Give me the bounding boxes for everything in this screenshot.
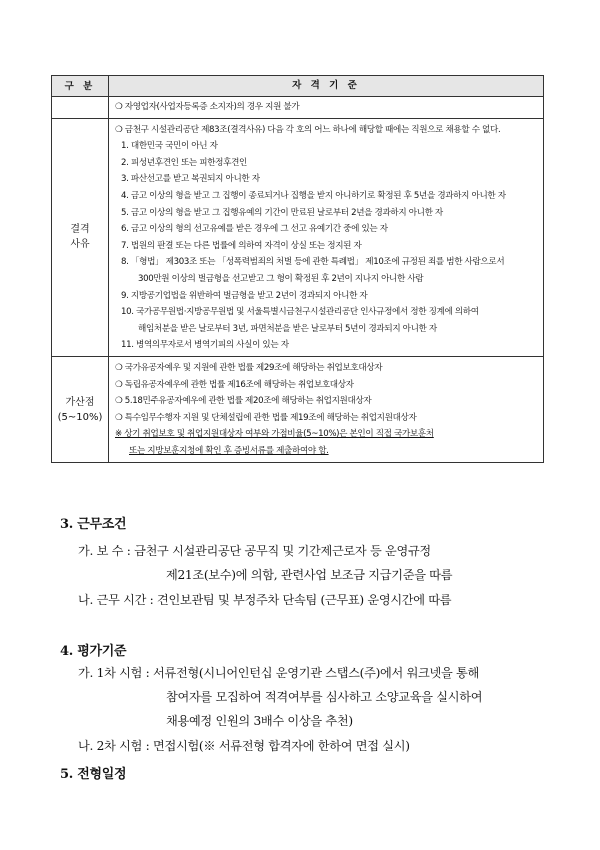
section4-heading: 4. 평가기준 <box>60 644 127 659</box>
qualification-table <box>51 75 544 463</box>
list-item: 7. 법원의 판결 또는 다른 법률에 의하여 자격이 상실 또는 정지된 자 <box>121 240 362 251</box>
bonus-cell <box>109 356 544 463</box>
list-item: 8. 「형법」 제303조 또는 「성폭력범죄의 처벌 등에 관한 특례법」 제10조에 규정된 죄를 범한 사람으로서 <box>121 257 505 268</box>
list-item: 1. 대한민국 국민이 아닌 자 <box>121 141 218 152</box>
section4-item-a: 가. 1차 시험 : 서류전형(시니어인턴십 운영기관 스탭스(주)에서 워크넷을 통해 <box>78 666 479 680</box>
disqualification-cell <box>109 118 544 356</box>
header-category: 구 분 <box>52 76 109 97</box>
list-item: 5. 금고 이상의 형을 받고 그 집행유예의 기간이 만료된 날로부터 2년을 경과하지 아니한 자 <box>121 207 443 218</box>
row-self-employed <box>52 97 544 119</box>
section4-item-a-continuation: 참여자를 모집하여 적격여부를 심사하고 소양교육을 실시하여 <box>166 690 483 704</box>
list-item-continuation: 300만원 이상의 벌금형을 선고받고 그 형이 확정된 후 2년이 지나지 아니한 사람 <box>138 273 424 284</box>
list-item: ❍ 독립유공자예우에 관한 법률 제16조에 해당하는 취업보호대상자 <box>115 379 354 390</box>
section3-item-a: 가. 보 수 : 금천구 시설관리공단 공무직 및 기간제근로자 등 운영규정 <box>78 544 431 558</box>
list-item: 6. 금고 이상의 형의 선고유예를 받은 경우에 그 선고 유예기간 중에 있는 자 <box>121 224 388 235</box>
self-employed-text: ❍ 자영업자(사업자등록증 소지자)의 경우 지원 불가 <box>115 102 300 112</box>
section4-item-a-continuation: 채용예정 인원의 3배수 이상을 추천) <box>166 714 353 728</box>
section4-item-b: 나. 2차 시험 : 면접시험(※ 서류전형 합격자에 한하여 면접 실시) <box>78 739 410 753</box>
self-employed-label-cell <box>52 97 109 119</box>
section3-item-a-continuation: 제21조(보수)에 의함, 관련사업 보조금 지급기준을 따름 <box>166 568 453 582</box>
list-item: 4. 금고 이상의 형을 받고 그 집행이 종료되거나 집행을 받지 아니하기로 확정된 후 5년을 경과하지 아니한 자 <box>121 190 506 201</box>
list-item: 10. 국가공무원법·지방공무원법 및 서울특별시금천구시설관리공단 인사규정에서 정한 징계에 의하여 <box>121 307 479 318</box>
list-item: ❍ 특수임무수행자 지원 및 단체설립에 관한 법률 제19조에 해당하는 취업지원대상자 <box>115 412 417 423</box>
self-employed-cell <box>109 97 544 119</box>
bonus-label: 가산점 (5~10%) <box>52 356 109 463</box>
list-item: 3. 파산선고를 받고 복권되지 아니한 자 <box>121 174 260 185</box>
row-bonus-points <box>52 356 544 463</box>
list-item: ❍ 5.18민주유공자예우에 관한 법률 제20조에 해당하는 취업지원대상자 <box>115 396 372 407</box>
bonus-note: ※ 상기 취업보호 및 취업지원대상자 여부와 가점비율(5~10%)은 본인이 직접 국가보훈처 <box>115 429 434 440</box>
list-item: 11. 병역의무자로서 병역기피의 사실이 있는 자 <box>121 340 289 351</box>
list-item: ❍ 국가유공자예우 및 지원에 관한 법률 제29조에 해당하는 취업보호대상자 <box>115 362 383 373</box>
list-item: 9. 지방공기업법을 위반하여 벌금형을 받고 2년이 경과되지 아니한 자 <box>121 290 368 301</box>
table-header-row <box>52 76 544 97</box>
disqualification-label: 결격 사유 <box>52 118 109 356</box>
list-item: 2. 피성년후견인 또는 피한정후견인 <box>121 157 247 168</box>
section5-heading: 5. 전형일정 <box>60 767 127 782</box>
section3-item-b: 나. 근무 시간 : 견인보관팀 및 부정주차 단속팀 (근무표) 운영시간에 따름 <box>78 593 452 607</box>
bonus-note-continuation: 또는 지방보훈지청에 확인 후 증빙서류를 제출하여야 함. <box>129 445 329 456</box>
row-disqualification <box>52 118 544 356</box>
list-item-continuation: 해임처분을 받은 날로부터 3년, 파면처분을 받은 날로부터 5년이 경과되지 아니한 자 <box>138 323 437 334</box>
section3-heading: 3. 근무조건 <box>60 517 127 532</box>
header-criteria: 자 격 기 준 <box>109 76 544 97</box>
disqualification-intro: ❍ 금천구 시설관리공단 제83조(결격사유) 다음 각 호의 어느 하나에 해당할 때에는 직원으로 채용할 수 없다. <box>115 124 501 135</box>
